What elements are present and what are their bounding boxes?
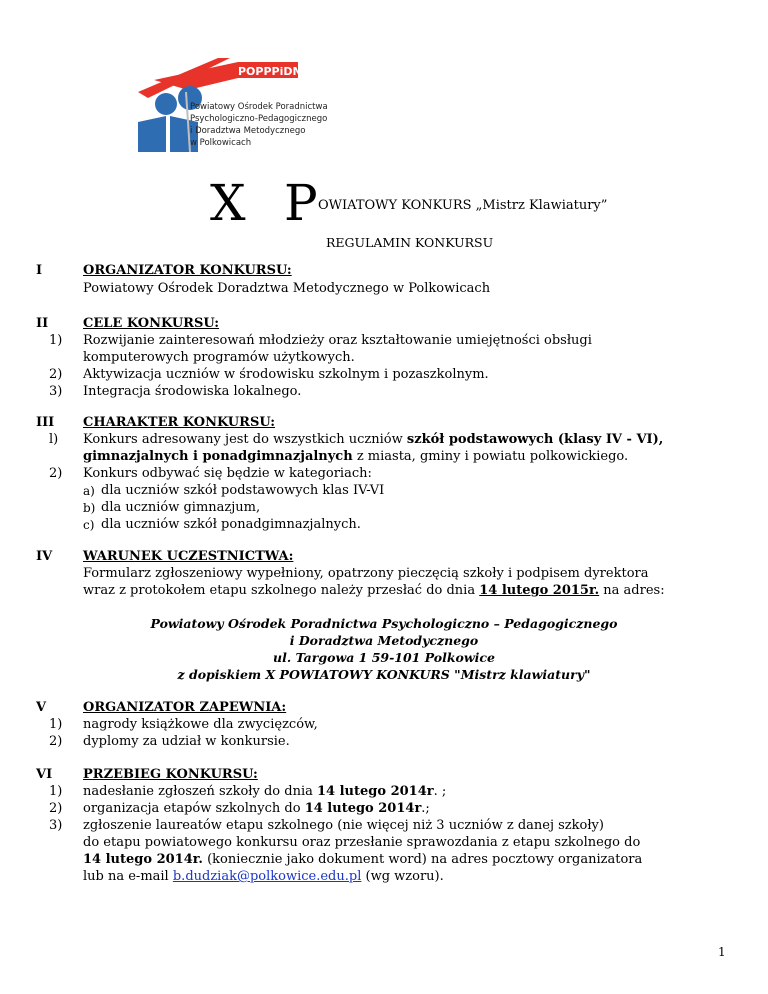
deadline-date: 14 lutego 2015r.	[479, 583, 600, 598]
section-heading: ORGANIZATOR KONKURSU:	[83, 263, 292, 278]
text-run: lub na e-mail	[83, 869, 173, 884]
sublist-letter: a)	[83, 484, 95, 498]
list-item-text	[83, 449, 628, 466]
text-run: . ;	[433, 784, 447, 799]
list-item-text	[83, 784, 446, 801]
list-item-text: Integracja środowiska lokalnego.	[83, 384, 302, 399]
title-text: OWIATOWY KONKURS „Mistrz Klawiatury”	[318, 198, 608, 213]
list-item-number: 1)	[49, 717, 63, 732]
logo-line: w Polkowicach	[190, 138, 252, 148]
section-number: I	[36, 263, 43, 278]
sublist-text: dla uczniów szkół ponadgimnazjalnych.	[101, 517, 361, 532]
logo-line: Psychologiczno-Pedagogicznego	[190, 114, 328, 124]
text-run-bold: 14 lutego 2014r	[304, 801, 422, 816]
list-item-text: Rozwijanie zainteresowań młodzieży oraz kształtowanie umiejętności obsługi	[83, 333, 592, 348]
list-item-text	[83, 801, 430, 818]
section-heading: WARUNEK UCZESTNICTWA:	[83, 549, 294, 564]
list-item-text: nagrody książkowe dla zwycięzców,	[83, 717, 318, 732]
section-heading: CELE KONKURSU:	[83, 316, 220, 331]
list-item-number: 3)	[49, 384, 63, 399]
text-run-bold: szkół podstawowych (klasy IV - VI),	[406, 432, 664, 447]
text-run-bold: 14 lutego 2014r	[317, 784, 434, 799]
section-text	[83, 583, 665, 600]
list-item-number: 3)	[49, 818, 63, 833]
list-item-number: 2)	[49, 466, 63, 481]
address-line: ul. Targowa 1 59-101 Polkowice	[273, 650, 495, 665]
section-number: V	[36, 700, 47, 715]
section-text: Formularz zgłoszeniowy wypełniony, opatrzony pieczęcią szkoły i podpisem dyrektora	[83, 566, 649, 581]
list-item-text	[83, 869, 444, 886]
text-run: (wg wzoru).	[361, 869, 444, 884]
logo-brand-text: POPPPiDM	[238, 65, 304, 78]
section-heading: CHARAKTER KONKURSU:	[83, 415, 276, 430]
list-item-text	[83, 852, 642, 869]
address-line: i Doradztwa Metodycznego	[289, 633, 479, 648]
text-run: nadesłanie zgłoszeń szkoły do dnia	[83, 784, 317, 799]
page-number: 1	[718, 945, 726, 959]
address-line: Powiatowy Ośrodek Poradnictwa Psychologiczno – Pedagogicznego	[150, 616, 618, 631]
list-item-number: 2)	[49, 801, 63, 816]
logo-text-block	[190, 101, 328, 149]
document-subtitle: REGULAMIN KONKURSU	[326, 235, 494, 250]
logo-line: i Doradztwa Metodycznego	[190, 126, 306, 136]
text-run: Konkurs adresowany jest do wszystkich uczniów	[83, 432, 407, 447]
list-item-number: 2)	[49, 367, 63, 382]
list-item-number: 2)	[49, 734, 63, 749]
list-item-text: Aktywizacja uczniów w środowisku szkolnym i pozaszkolnym.	[83, 367, 489, 382]
list-item-number: l)	[49, 432, 59, 447]
section-heading: ORGANIZATOR ZAPEWNIA:	[83, 700, 287, 715]
section-heading: PRZEBIEG KONKURSU:	[83, 767, 258, 782]
title-big-p: P	[284, 174, 318, 232]
list-item-text: zgłoszenie laureatów etapu szkolnego (nie więcej niż 3 uczniów z danej szkoły)	[83, 818, 604, 833]
list-item-text	[83, 432, 663, 449]
text-run: .;	[421, 801, 430, 816]
logo-line: Powiatowy Ośrodek Poradnictwa	[190, 102, 328, 112]
text-run: wraz z protokołem etapu szkolnego należy przesłać do dnia	[83, 583, 480, 598]
sublist-letter: c)	[83, 518, 95, 532]
section-number: II	[36, 316, 49, 331]
list-item-text: komputerowych programów użytkowych.	[83, 350, 355, 365]
address-line: z dopiskiem X POWIATOWY KONKURS "Mistrz klawiatury"	[177, 667, 591, 682]
section-number: IV	[36, 549, 53, 564]
text-run-bold: 14 lutego 2014r.	[83, 852, 203, 867]
text-run: organizacja etapów szkolnych do	[83, 801, 305, 816]
text-run: z miasta, gminy i powiatu polkowickiego.	[352, 449, 629, 464]
text-run-bold: gimnazjalnych i ponadgimnazjalnych	[83, 449, 353, 464]
title-big-x: X	[210, 174, 246, 232]
section-text: Powiatowy Ośrodek Doradztwa Metodycznego w Polkowicach	[83, 281, 491, 296]
sublist-text: dla uczniów szkół podstawowych klas IV-VI	[101, 483, 385, 498]
email-link[interactable]: b.dudziak@polkowice.edu.pl	[172, 869, 362, 884]
list-item-text: Konkurs odbywać się będzie w kategoriach:	[83, 466, 372, 481]
list-item-text: dyplomy za udział w konkursie.	[83, 734, 290, 749]
section-number: III	[36, 415, 55, 430]
sublist-letter: b)	[83, 501, 96, 515]
text-run: na adres:	[599, 583, 665, 598]
text-run: (koniecznie jako dokument word) na adres pocztowy organizatora	[202, 852, 643, 867]
sublist-text: dla uczniów gimnazjum,	[101, 500, 261, 515]
list-item-text: do etapu powiatowego konkursu oraz przesłanie sprawozdania z etapu szkolnego do	[83, 835, 641, 850]
list-item-number: 1)	[49, 784, 63, 799]
list-item-number: 1)	[49, 333, 63, 348]
section-number: VI	[36, 767, 53, 782]
